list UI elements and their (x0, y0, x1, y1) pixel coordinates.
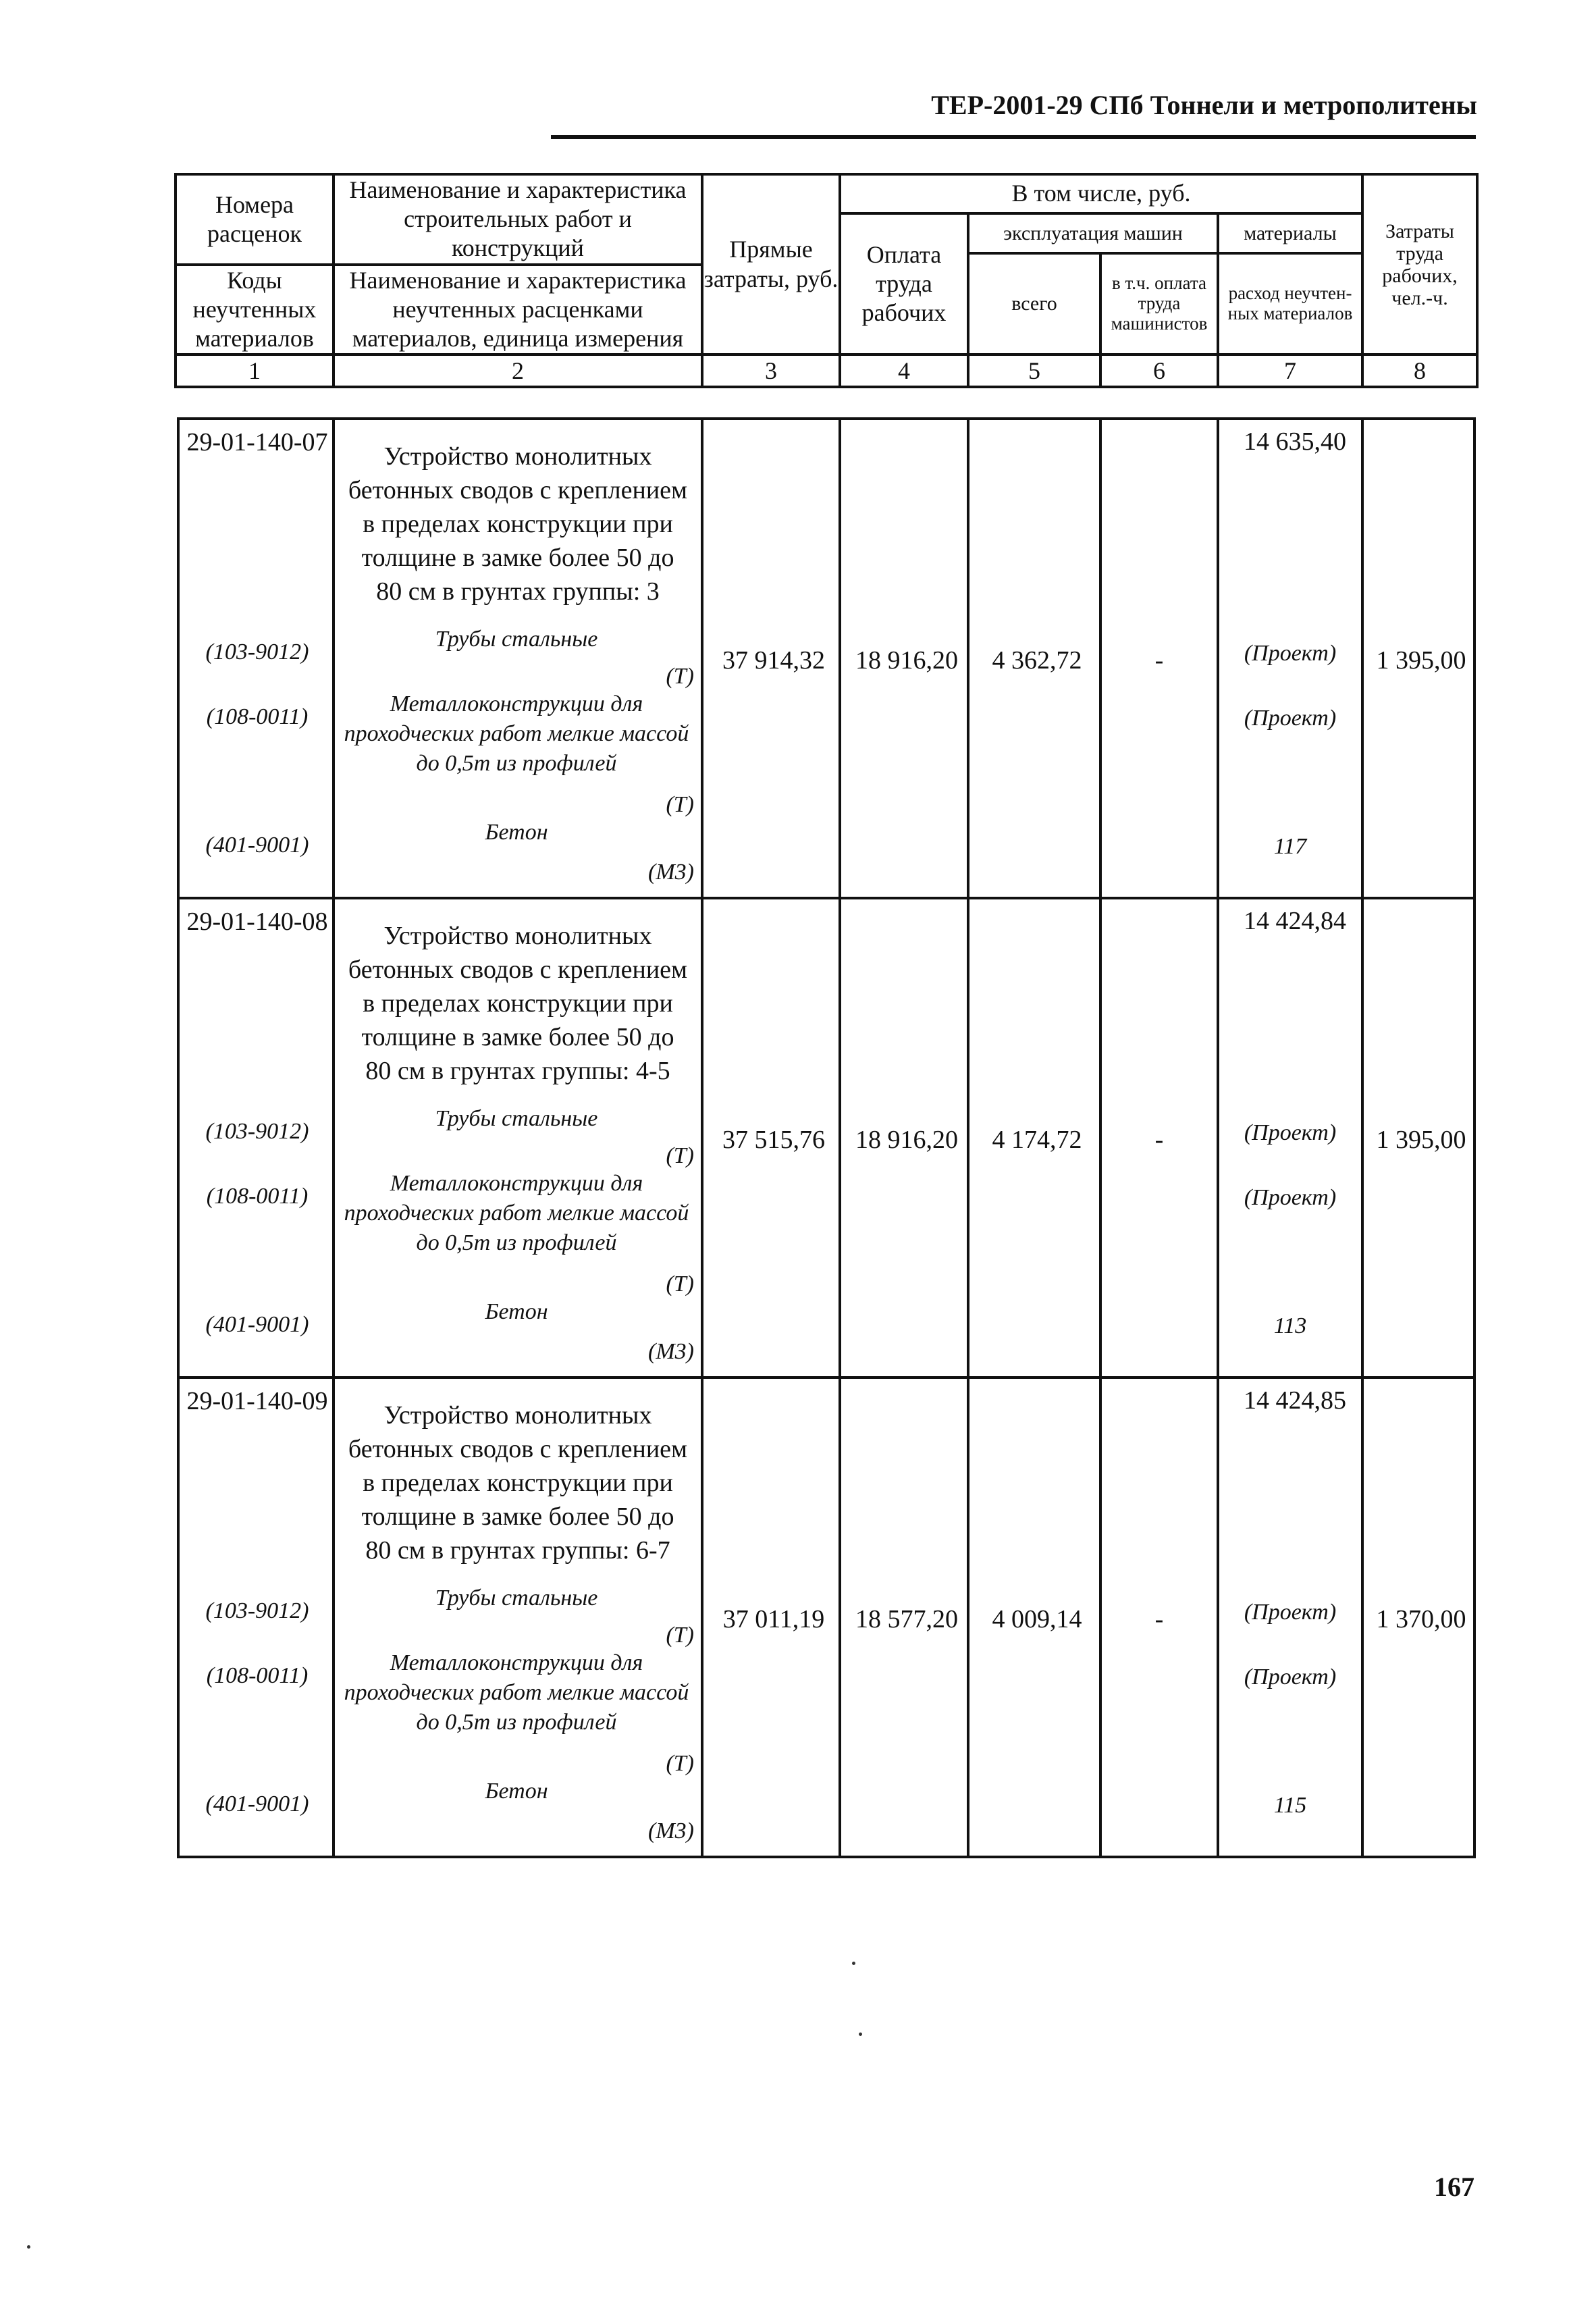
page-number: 167 (1434, 2172, 1474, 2202)
materials-cost: 14 635,40 (1244, 427, 1346, 456)
rate-name-line: в пределах конструкции при (363, 989, 673, 1018)
material-name: Бетон (485, 1299, 548, 1324)
header-number-5: 5 (968, 355, 1100, 387)
labor-hours: 1 370,00 (1362, 1378, 1474, 1857)
material-unit: (М3) (648, 1818, 694, 1844)
rate-name-line: бетонных сводов с креплением (348, 1435, 688, 1463)
material-name: Металлоконструкции для проходческих работ мелкие массой до 0,5т из профилей (344, 1171, 689, 1255)
material-quantity: 115 (1273, 1792, 1307, 1818)
material-quantity: (Проект) (1244, 640, 1337, 666)
material-name: Металлоконструкции для проходческих работ мелкие массой до 0,5т из профилей (344, 1650, 689, 1735)
rate-name-line: бетонных сводов с креплением (348, 476, 688, 504)
direct-cost: 37 011,19 (702, 1378, 840, 1857)
header-number-2: 2 (334, 355, 702, 387)
header-number-1: 1 (176, 355, 334, 387)
rate-code: 29-01-140-08 (186, 908, 328, 936)
material-quantity: (Проект) (1244, 705, 1337, 731)
header-rule (551, 135, 1476, 139)
rate-name-line: толщине в замке более 50 до (361, 1502, 674, 1531)
machines-cost: 4 174,72 (968, 898, 1100, 1378)
rate-name-line: Устройство монолитных (383, 442, 652, 471)
rate-name-line: Устройство монолитных (383, 922, 652, 950)
header-number-6: 6 (1100, 355, 1218, 387)
rate-name-line: Устройство монолитных (383, 1401, 652, 1430)
material-unit: (Т) (666, 1623, 694, 1648)
scan-speck (852, 1962, 855, 1965)
header-col1-bottom: Коды неучтенных материалов (176, 265, 334, 355)
header-number-4: 4 (840, 355, 968, 387)
header-number-8: 8 (1362, 355, 1477, 387)
header-col8: Затраты труда рабочих, чел.-ч. (1362, 174, 1477, 355)
rate-row (178, 1378, 1474, 1857)
material-name: Бетон (485, 1779, 548, 1804)
rate-name-line: 80 см в грунтах группы: 3 (376, 577, 660, 606)
labor-cost: 18 916,20 (840, 898, 968, 1378)
material-code: (401-9001) (205, 833, 309, 858)
material-code: (108-0011) (206, 1184, 309, 1209)
material-unit: (Т) (666, 1751, 694, 1777)
labor-cost: 18 577,20 (840, 1378, 968, 1857)
rate-code: 29-01-140-07 (186, 428, 328, 456)
direct-cost: 37 515,76 (702, 898, 840, 1378)
rate-name-line: бетонных сводов с креплением (348, 955, 688, 984)
header-machines: эксплуатация машин (968, 213, 1218, 253)
scan-speck (859, 2033, 862, 2036)
material-name: Трубы стальные (435, 1586, 598, 1610)
rates-table (177, 417, 1476, 1858)
rate-name-line: толщине в замке более 50 до (361, 1023, 674, 1051)
material-unit: (Т) (666, 1272, 694, 1297)
header-col7: расход неучтен-ных материалов (1218, 253, 1362, 355)
material-quantity: 113 (1273, 1313, 1307, 1338)
header-col1-top: Номера расценок (176, 174, 334, 265)
rate-row (178, 419, 1474, 898)
rate-row (178, 898, 1474, 1378)
machinists-cost: - (1100, 1378, 1218, 1857)
material-unit: (Т) (666, 792, 694, 818)
material-name: Трубы стальные (435, 627, 598, 652)
material-code: (103-9012) (205, 1598, 309, 1623)
rate-name-line: в пределах конструкции при (363, 1469, 673, 1497)
header-number-3: 3 (702, 355, 840, 387)
rate-name-line: толщине в замке более 50 до (361, 544, 674, 572)
material-name: Трубы стальные (435, 1106, 598, 1131)
header-col2-top: Наименование и характеристика строительных работ и конструкций (334, 174, 702, 265)
header-col4: Оплата труда рабочих (840, 213, 968, 355)
rate-name-line: 80 см в грунтах группы: 4-5 (365, 1057, 670, 1085)
labor-hours: 1 395,00 (1362, 419, 1474, 898)
header-number-7: 7 (1218, 355, 1362, 387)
material-code: (108-0011) (206, 704, 309, 729)
material-name: Бетон (485, 820, 548, 845)
material-quantity: (Проект) (1244, 1664, 1337, 1689)
material-unit: (М3) (648, 860, 694, 885)
material-unit: (М3) (648, 1339, 694, 1365)
materials-cost: 14 424,84 (1244, 907, 1346, 936)
material-code: (103-9012) (205, 1119, 309, 1144)
machinists-cost: - (1100, 898, 1218, 1378)
material-quantity: (Проект) (1244, 1184, 1337, 1210)
material-code: (401-9001) (205, 1312, 309, 1337)
material-name: Металлоконструкции для проходческих работ мелкие массой до 0,5т из профилей (344, 691, 689, 776)
machines-cost: 4 362,72 (968, 419, 1100, 898)
header-col5: всего (968, 253, 1100, 355)
material-code: (401-9001) (205, 1791, 309, 1816)
material-code: (108-0011) (206, 1663, 309, 1688)
labor-cost: 18 916,20 (840, 419, 968, 898)
material-quantity: (Проект) (1244, 1599, 1337, 1625)
labor-hours: 1 395,00 (1362, 898, 1474, 1378)
direct-cost: 37 914,32 (702, 419, 840, 898)
material-quantity: 117 (1273, 833, 1307, 859)
rate-name-line: 80 см в грунтах группы: 6-7 (365, 1536, 670, 1565)
header-col3: Прямые затраты, руб. (702, 174, 840, 355)
column-header-table (174, 173, 1479, 388)
machinists-cost: - (1100, 419, 1218, 898)
scan-speck (27, 2245, 30, 2249)
materials-cost: 14 424,85 (1244, 1386, 1346, 1415)
document-header-title: ТЕР-2001-29 СПб Тоннели и метрополитены (931, 90, 1477, 120)
rate-name-line: в пределах конструкции при (363, 510, 673, 538)
machines-cost: 4 009,14 (968, 1378, 1100, 1857)
material-quantity: (Проект) (1244, 1120, 1337, 1145)
header-col6: в т.ч. оплата труда машинистов (1100, 253, 1218, 355)
header-col2-bottom: Наименование и характеристика неучтенных расценками материалов, единица измерения (334, 265, 702, 355)
material-code: (103-9012) (205, 639, 309, 664)
material-unit: (Т) (666, 1143, 694, 1169)
header-materials: материалы (1218, 213, 1362, 253)
rate-code: 29-01-140-09 (186, 1387, 328, 1415)
header-group: В том числе, руб. (840, 174, 1362, 213)
material-unit: (Т) (666, 664, 694, 689)
